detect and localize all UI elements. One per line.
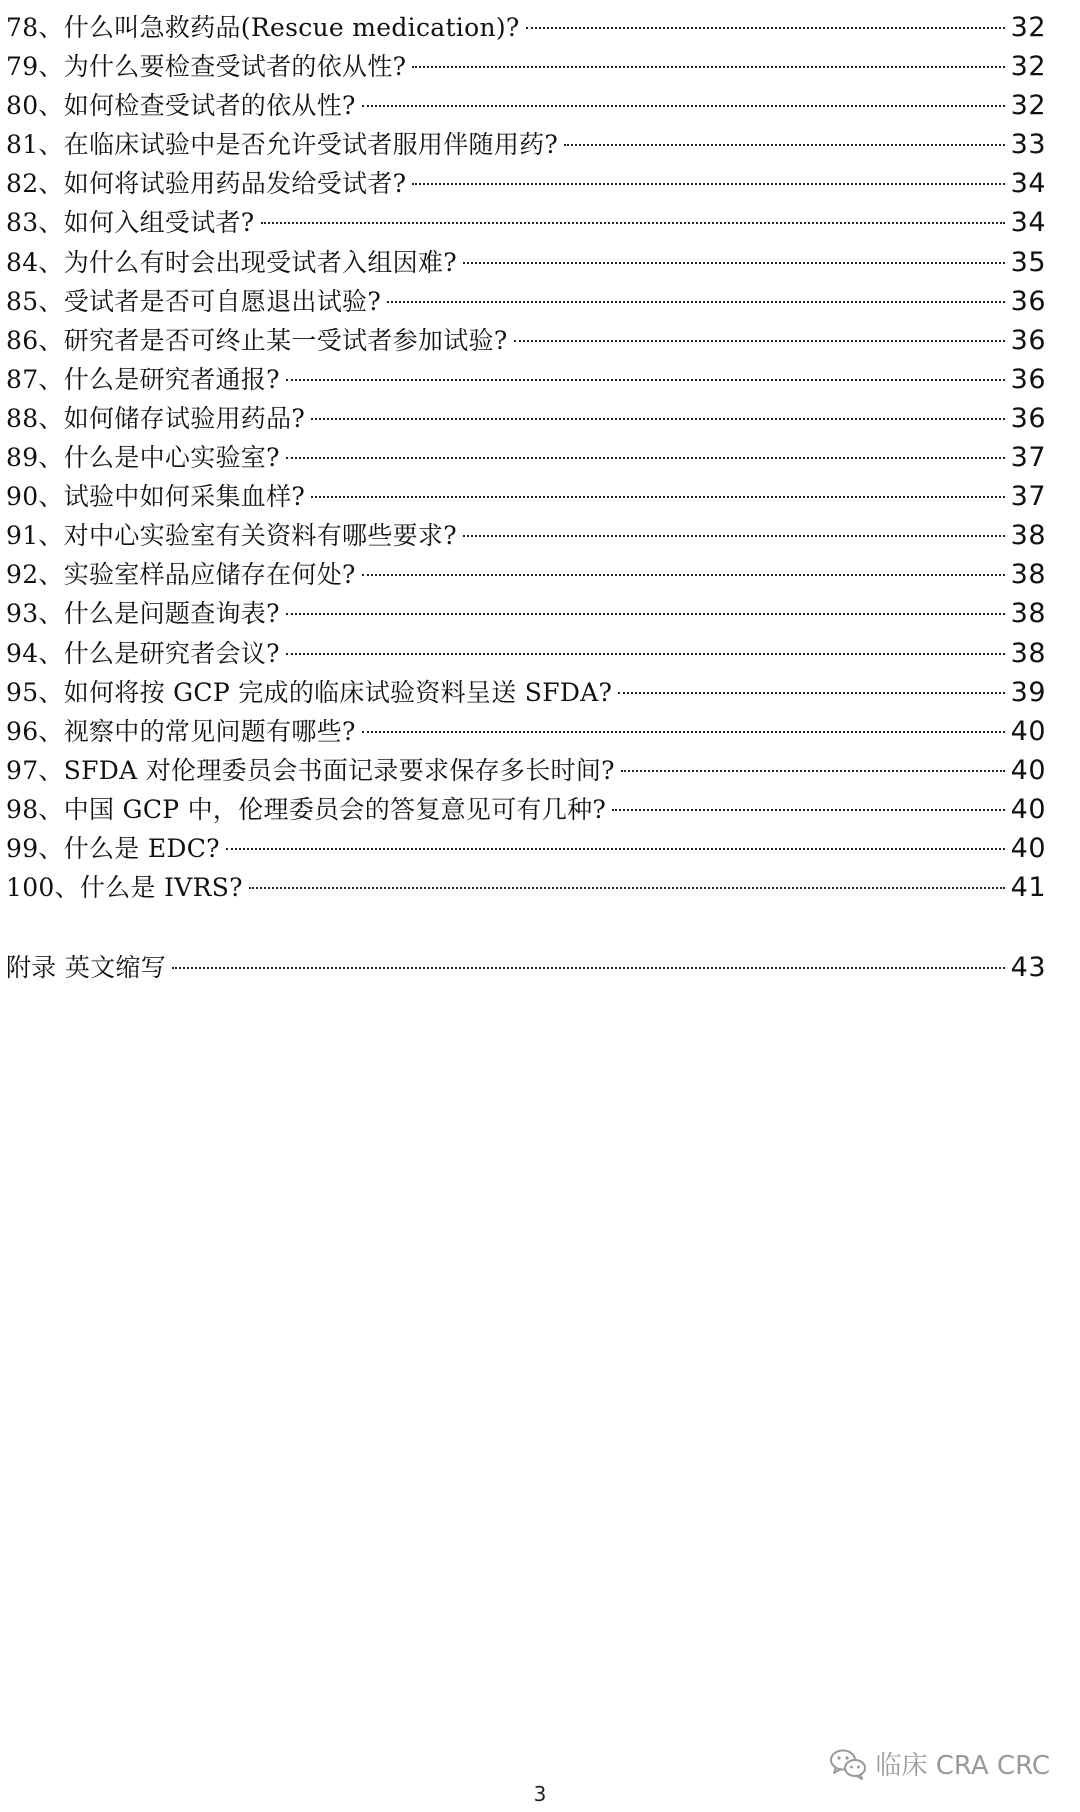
dot-leader — [286, 379, 1005, 381]
toc-entry-page: 38 — [1010, 559, 1046, 591]
toc-entry-page: 40 — [1010, 715, 1046, 747]
toc-entry[interactable] — [6, 516, 1046, 555]
toc-entry-title: 89、什么是中心实验室? — [6, 443, 280, 473]
toc-entry-title: 82、如何将试验用药品发给受试者? — [6, 169, 407, 199]
toc-entry[interactable] — [6, 477, 1046, 516]
toc-entry-page: 36 — [1010, 324, 1046, 356]
toc-entry-page: 33 — [1010, 129, 1046, 161]
dot-leader — [412, 183, 1004, 185]
dot-leader — [311, 496, 1005, 498]
toc-entry-page: 36 — [1010, 285, 1046, 317]
dot-leader — [612, 809, 1005, 811]
toc-entry-title: 85、受试者是否可自愿退出试验? — [6, 286, 382, 316]
dot-leader — [463, 262, 1005, 264]
dot-leader — [286, 653, 1005, 655]
toc-appendix-page: 43 — [1010, 952, 1046, 983]
toc-entry-page: 41 — [1010, 872, 1046, 904]
toc-entry-title: 88、如何储存试验用药品? — [6, 403, 306, 433]
toc-entry-title: 100、什么是 IVRS? — [6, 873, 243, 903]
page-number: 3 — [533, 1782, 547, 1806]
toc-entry-page: 32 — [1010, 90, 1046, 122]
table-of-contents — [6, 8, 1046, 907]
toc-entry-page: 40 — [1010, 793, 1046, 825]
toc-entry[interactable] — [6, 829, 1046, 868]
toc-entry[interactable] — [6, 594, 1046, 633]
toc-entry-page: 35 — [1010, 246, 1046, 278]
toc-entry-title: 87、什么是研究者通报? — [6, 364, 280, 394]
toc-entry-title: 99、什么是 EDC? — [6, 833, 220, 863]
dot-leader — [526, 27, 1005, 29]
toc-entry-page: 36 — [1010, 363, 1046, 395]
toc-entry-title: 83、如何入组受试者? — [6, 208, 255, 238]
toc-entry[interactable] — [6, 47, 1046, 86]
toc-entry[interactable] — [6, 555, 1046, 594]
toc-entry-page: 36 — [1010, 402, 1046, 434]
toc-entry[interactable] — [6, 790, 1046, 829]
toc-entry-title: 91、对中心实验室有关资料有哪些要求? — [6, 521, 457, 551]
toc-entry[interactable] — [6, 243, 1046, 282]
toc-entry-title: 78、什么叫急救药品(Rescue medication)? — [6, 13, 520, 42]
toc-entry-title: 97、SFDA 对伦理委员会书面记录要求保存多长时间? — [6, 755, 615, 785]
toc-entry[interactable] — [6, 86, 1046, 125]
dot-leader — [249, 887, 1005, 889]
dot-leader — [261, 222, 1005, 224]
dot-leader — [514, 340, 1005, 342]
toc-entry-page: 34 — [1010, 207, 1046, 239]
toc-entry[interactable] — [6, 321, 1046, 360]
toc-entry-title: 81、在临床试验中是否允许受试者服用伴随用药? — [6, 130, 559, 160]
toc-entry[interactable] — [6, 399, 1046, 438]
dot-leader — [362, 574, 1005, 576]
dot-leader — [618, 692, 1004, 694]
toc-entry-title: 94、什么是研究者会议? — [6, 638, 280, 668]
dot-leader — [362, 731, 1005, 733]
toc-entry-title: 93、什么是问题查询表? — [6, 599, 280, 629]
toc-entry-page: 37 — [1010, 442, 1046, 474]
toc-entry-title: 92、实验室样品应储存在何处? — [6, 560, 356, 590]
toc-entry-title: 95、如何将按 GCP 完成的临床试验资料呈送 SFDA? — [6, 677, 613, 707]
toc-entry-page: 32 — [1010, 51, 1046, 83]
toc-entry[interactable] — [6, 712, 1046, 751]
toc-appendix-entry[interactable] — [6, 948, 1046, 987]
toc-entry[interactable] — [6, 203, 1046, 242]
toc-entry-page: 38 — [1010, 598, 1046, 630]
toc-entry-title: 79、为什么要检查受试者的依从性? — [6, 52, 407, 82]
watermark — [829, 1745, 1050, 1782]
toc-appendix-title: 附录 英文缩写 — [6, 953, 167, 982]
dot-leader — [463, 535, 1005, 537]
toc-entry-page: 40 — [1010, 832, 1046, 864]
toc-entry[interactable] — [6, 868, 1046, 907]
toc-entry[interactable] — [6, 8, 1046, 47]
dot-leader — [311, 418, 1005, 420]
toc-entry[interactable] — [6, 634, 1046, 673]
toc-entry-page: 32 — [1010, 12, 1046, 43]
toc-entry[interactable] — [6, 438, 1046, 477]
dot-leader — [286, 457, 1005, 459]
toc-entry-page: 40 — [1010, 754, 1046, 786]
toc-appendix-section — [6, 948, 1046, 987]
toc-entry[interactable] — [6, 673, 1046, 712]
toc-entry-page: 38 — [1010, 637, 1046, 669]
watermark-text: 临床 CRA CRC — [875, 1751, 1050, 1781]
wechat-icon — [829, 1748, 867, 1780]
toc-entry[interactable] — [6, 751, 1046, 790]
dot-leader — [621, 770, 1005, 772]
toc-entry-title: 98、中国 GCP 中，伦理委员会的答复意见可有几种? — [6, 794, 607, 824]
dot-leader — [172, 967, 1005, 969]
dot-leader — [286, 613, 1005, 615]
dot-leader — [387, 301, 1005, 303]
dot-leader — [226, 848, 1005, 850]
toc-entry[interactable] — [6, 164, 1046, 203]
toc-entry[interactable] — [6, 125, 1046, 164]
dot-leader — [362, 105, 1005, 107]
toc-entry-title: 90、试验中如何采集血样? — [6, 482, 306, 512]
dot-leader — [564, 144, 1005, 146]
toc-entry-page: 34 — [1010, 168, 1046, 200]
toc-entry-page: 39 — [1010, 676, 1046, 708]
toc-entry-title: 96、视察中的常见问题有哪些? — [6, 716, 356, 746]
toc-entry-title: 86、研究者是否可终止某一受试者参加试验? — [6, 325, 508, 355]
toc-entry-page: 37 — [1010, 481, 1046, 513]
toc-entry-title: 80、如何检查受试者的依从性? — [6, 91, 356, 121]
toc-entry-title: 84、为什么有时会出现受试者入组因难? — [6, 247, 457, 277]
toc-entry[interactable] — [6, 360, 1046, 399]
dot-leader — [412, 66, 1004, 68]
toc-entry-page: 38 — [1010, 520, 1046, 552]
toc-entry[interactable] — [6, 282, 1046, 321]
